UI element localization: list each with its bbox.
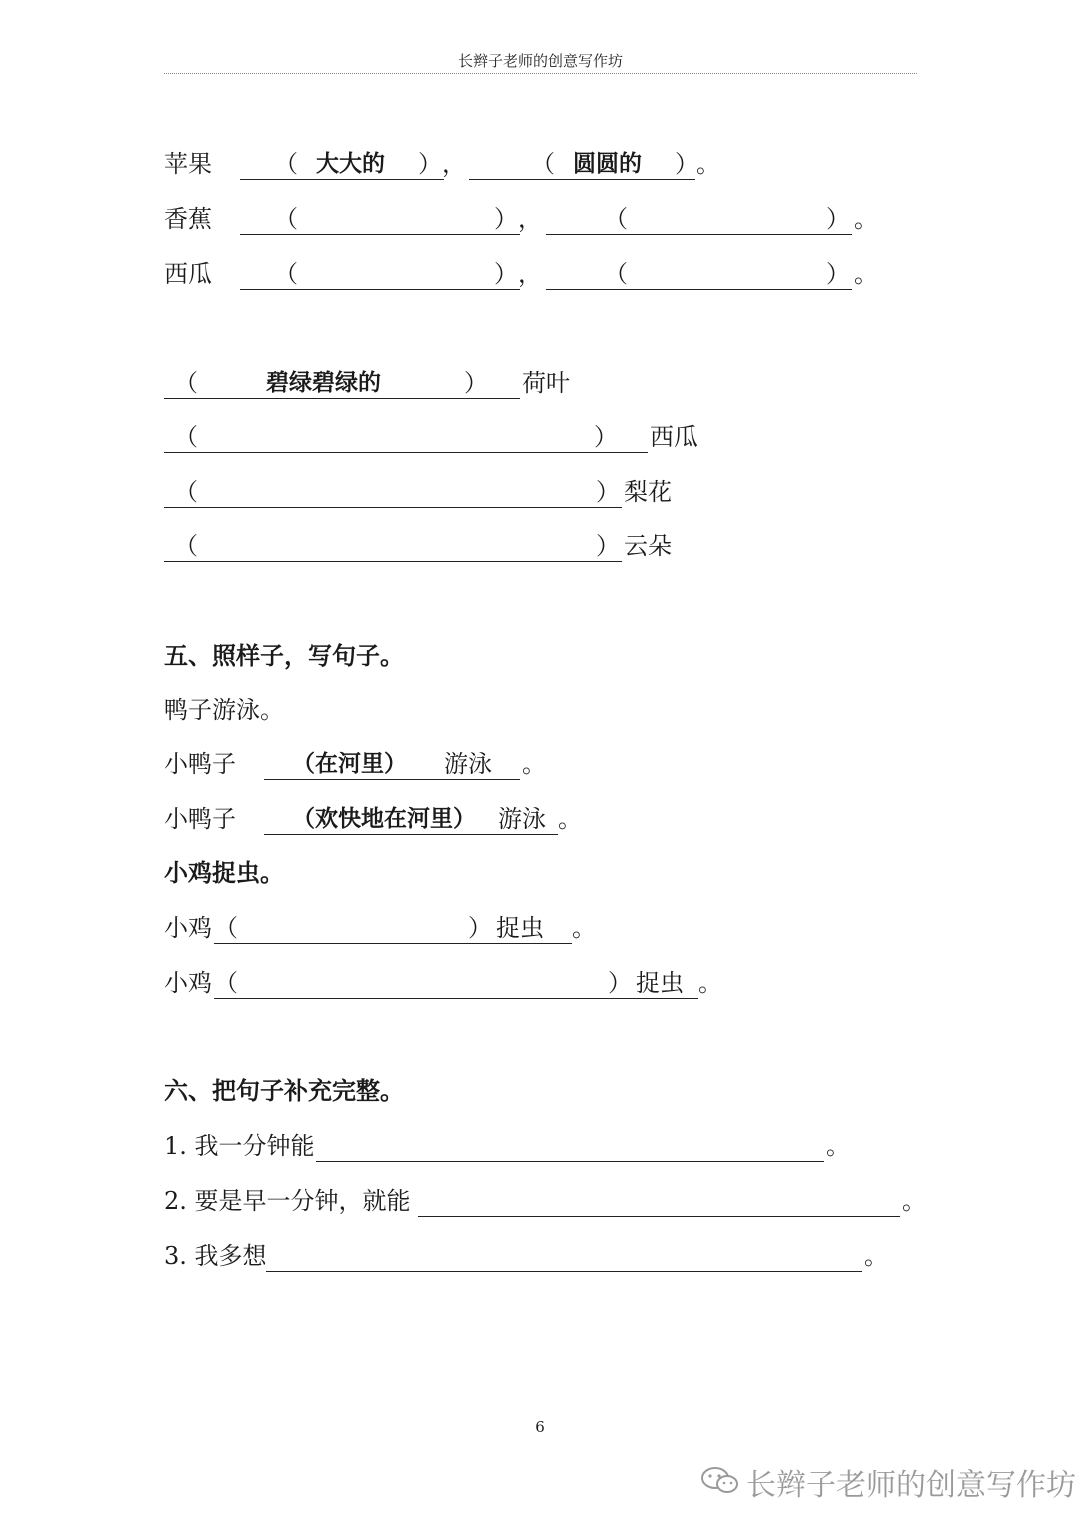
answer-blank[interactable]: （欢快地在河里） 游泳 — [264, 803, 558, 835]
answer-blank[interactable]: （ 大大的 ） — [240, 148, 444, 180]
completion-item: 1. 我一分钟能 。 — [164, 1132, 850, 1160]
fruit-label: 苹果 — [164, 150, 212, 178]
wechat-icon — [700, 1465, 740, 1497]
answer-blank[interactable] — [316, 1130, 824, 1162]
answer-fill: （欢快地在河里） — [292, 806, 476, 832]
fruit-row: 香蕉 （ ） ， （ ） 。 — [164, 205, 878, 233]
answer-fill: 大大的 — [316, 151, 385, 177]
sentence-row: 小鸭子 （在河里） 游泳 。 — [164, 750, 546, 778]
fruit-label: 西瓜 — [164, 260, 212, 288]
sentence-row: 小鸡 （ ） 捉虫 。 — [164, 969, 722, 997]
fruit-label: 香蕉 — [164, 205, 212, 233]
section-title-6: 六、把句子补充完整。 — [164, 1077, 404, 1105]
answer-blank[interactable]: （ 碧绿碧绿的 ） — [164, 367, 520, 399]
completion-item: 2. 要是早一分钟，就能 。 — [164, 1187, 926, 1215]
noun-label: 荷叶 — [522, 369, 570, 397]
answer-blank[interactable] — [418, 1185, 900, 1217]
example-sentence: 鸭子游泳。 — [164, 696, 284, 724]
answer-blank[interactable]: （ ） — [546, 203, 852, 235]
answer-blank[interactable]: （ ） — [546, 258, 852, 290]
answer-blank[interactable]: （ ） — [240, 258, 520, 290]
noun-label: 西瓜 — [650, 423, 698, 451]
answer-blank[interactable]: （ ） — [164, 476, 622, 508]
completion-item: 3. 我多想 。 — [164, 1242, 888, 1270]
sentence-row: 小鸡 （ ） 捉虫 。 — [164, 914, 596, 942]
answer-blank[interactable]: （ ） — [164, 421, 648, 453]
noun-label: 云朵 — [624, 532, 672, 560]
answer-blank[interactable]: （ ） 捉虫 — [214, 967, 698, 999]
answer-blank[interactable]: （ ） — [240, 203, 520, 235]
answer-fill: 碧绿碧绿的 — [266, 370, 381, 396]
adj-noun-row — [164, 476, 724, 508]
header-divider — [164, 73, 917, 74]
page-header: 长辫子老师的创意写作坊 — [457, 52, 623, 70]
adj-noun-row — [164, 530, 724, 562]
answer-blank[interactable]: （在河里） 游泳 — [264, 748, 520, 780]
page-number: 6 — [535, 1418, 545, 1436]
adj-noun-row — [164, 367, 584, 399]
adj-noun-row — [164, 421, 724, 453]
answer-fill: 圆圆的 — [573, 151, 642, 177]
fruit-row: 苹果 （ 大大的 ） ， （ 圆圆的 ） 。 — [164, 150, 720, 178]
answer-fill: （在河里） — [292, 751, 407, 777]
prompt-sentence: 小鸡捉虫。 — [164, 859, 284, 887]
section-title-5: 五、照样子，写句子。 — [164, 642, 404, 670]
answer-blank[interactable]: （ 圆圆的 ） — [469, 148, 695, 180]
noun-label: 梨花 — [624, 478, 672, 506]
answer-blank[interactable] — [266, 1240, 862, 1272]
sentence-row: 小鸭子 （欢快地在河里） 游泳 。 — [164, 805, 582, 833]
answer-blank[interactable]: （ ） 捉虫 — [214, 912, 572, 944]
answer-blank[interactable]: （ ） — [164, 530, 622, 562]
watermark-text: 长辫子老师的创意写作坊 — [746, 1468, 1076, 1503]
fruit-row: 西瓜 （ ） ， （ ） 。 — [164, 260, 878, 288]
